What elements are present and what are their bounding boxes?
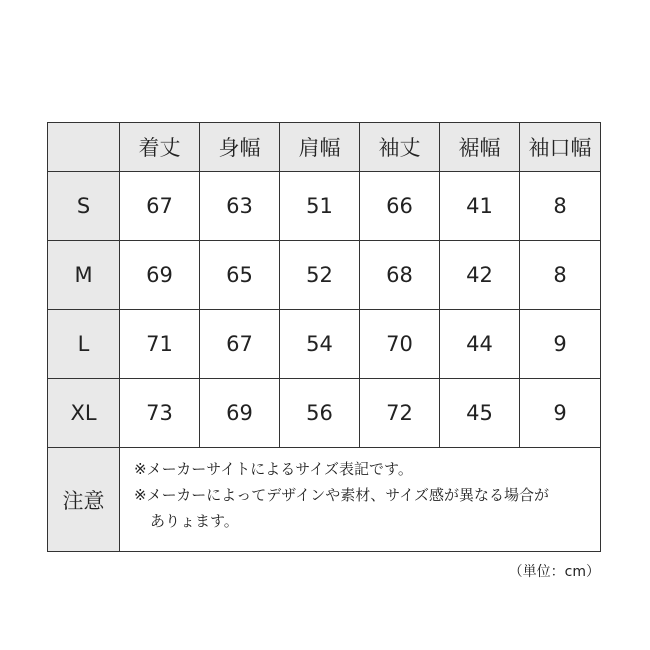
size-label: L (48, 310, 120, 379)
unit-label: （単位：cm） (508, 564, 600, 580)
table-cell: 54 (280, 310, 360, 379)
table-cell: 44 (440, 310, 520, 379)
table-cell: 66 (360, 172, 440, 241)
table-cell: 51 (280, 172, 360, 241)
table-cell: 67 (200, 310, 280, 379)
notes-row (48, 448, 601, 552)
corner-cell (48, 123, 120, 172)
size-label: M (48, 241, 120, 310)
table-cell: 72 (360, 379, 440, 448)
table-cell: 70 (360, 310, 440, 379)
note-line: ありょます。 (150, 512, 239, 530)
table-row (48, 310, 601, 379)
note-line: ※メーカーサイトによるサイズ表記です。 (134, 460, 413, 478)
table-cell: 73 (120, 379, 200, 448)
table-cell: 71 (120, 310, 200, 379)
table-row (48, 241, 601, 310)
table-cell: 56 (280, 379, 360, 448)
notes-content (120, 448, 601, 552)
note-line: ※メーカーによってデザインや素材、サイズ感が異なる場合が (134, 486, 550, 504)
table-cell: 69 (120, 241, 200, 310)
header-shoulder-width: 肩幅 (280, 123, 360, 172)
table-cell: 68 (360, 241, 440, 310)
table-cell: 65 (200, 241, 280, 310)
table-cell: 9 (520, 379, 601, 448)
header-cuff-width: 袖口幅 (520, 123, 601, 172)
size-label: S (48, 172, 120, 241)
header-body-width: 身幅 (200, 123, 280, 172)
header-sleeve-length: 袖丈 (360, 123, 440, 172)
header-row (48, 123, 601, 172)
table-cell: 42 (440, 241, 520, 310)
table-cell: 69 (200, 379, 280, 448)
table-cell: 67 (120, 172, 200, 241)
size-table (47, 122, 601, 552)
table-cell: 9 (520, 310, 601, 379)
table-cell: 8 (520, 241, 601, 310)
table-cell: 45 (440, 379, 520, 448)
table-row (48, 379, 601, 448)
table-cell: 52 (280, 241, 360, 310)
table-cell: 41 (440, 172, 520, 241)
header-hem-width: 裾幅 (440, 123, 520, 172)
table-cell: 63 (200, 172, 280, 241)
header-length: 着丈 (120, 123, 200, 172)
table-row (48, 172, 601, 241)
notes-label: 注意 (48, 448, 120, 552)
table-cell: 8 (520, 172, 601, 241)
size-label: XL (48, 379, 120, 448)
